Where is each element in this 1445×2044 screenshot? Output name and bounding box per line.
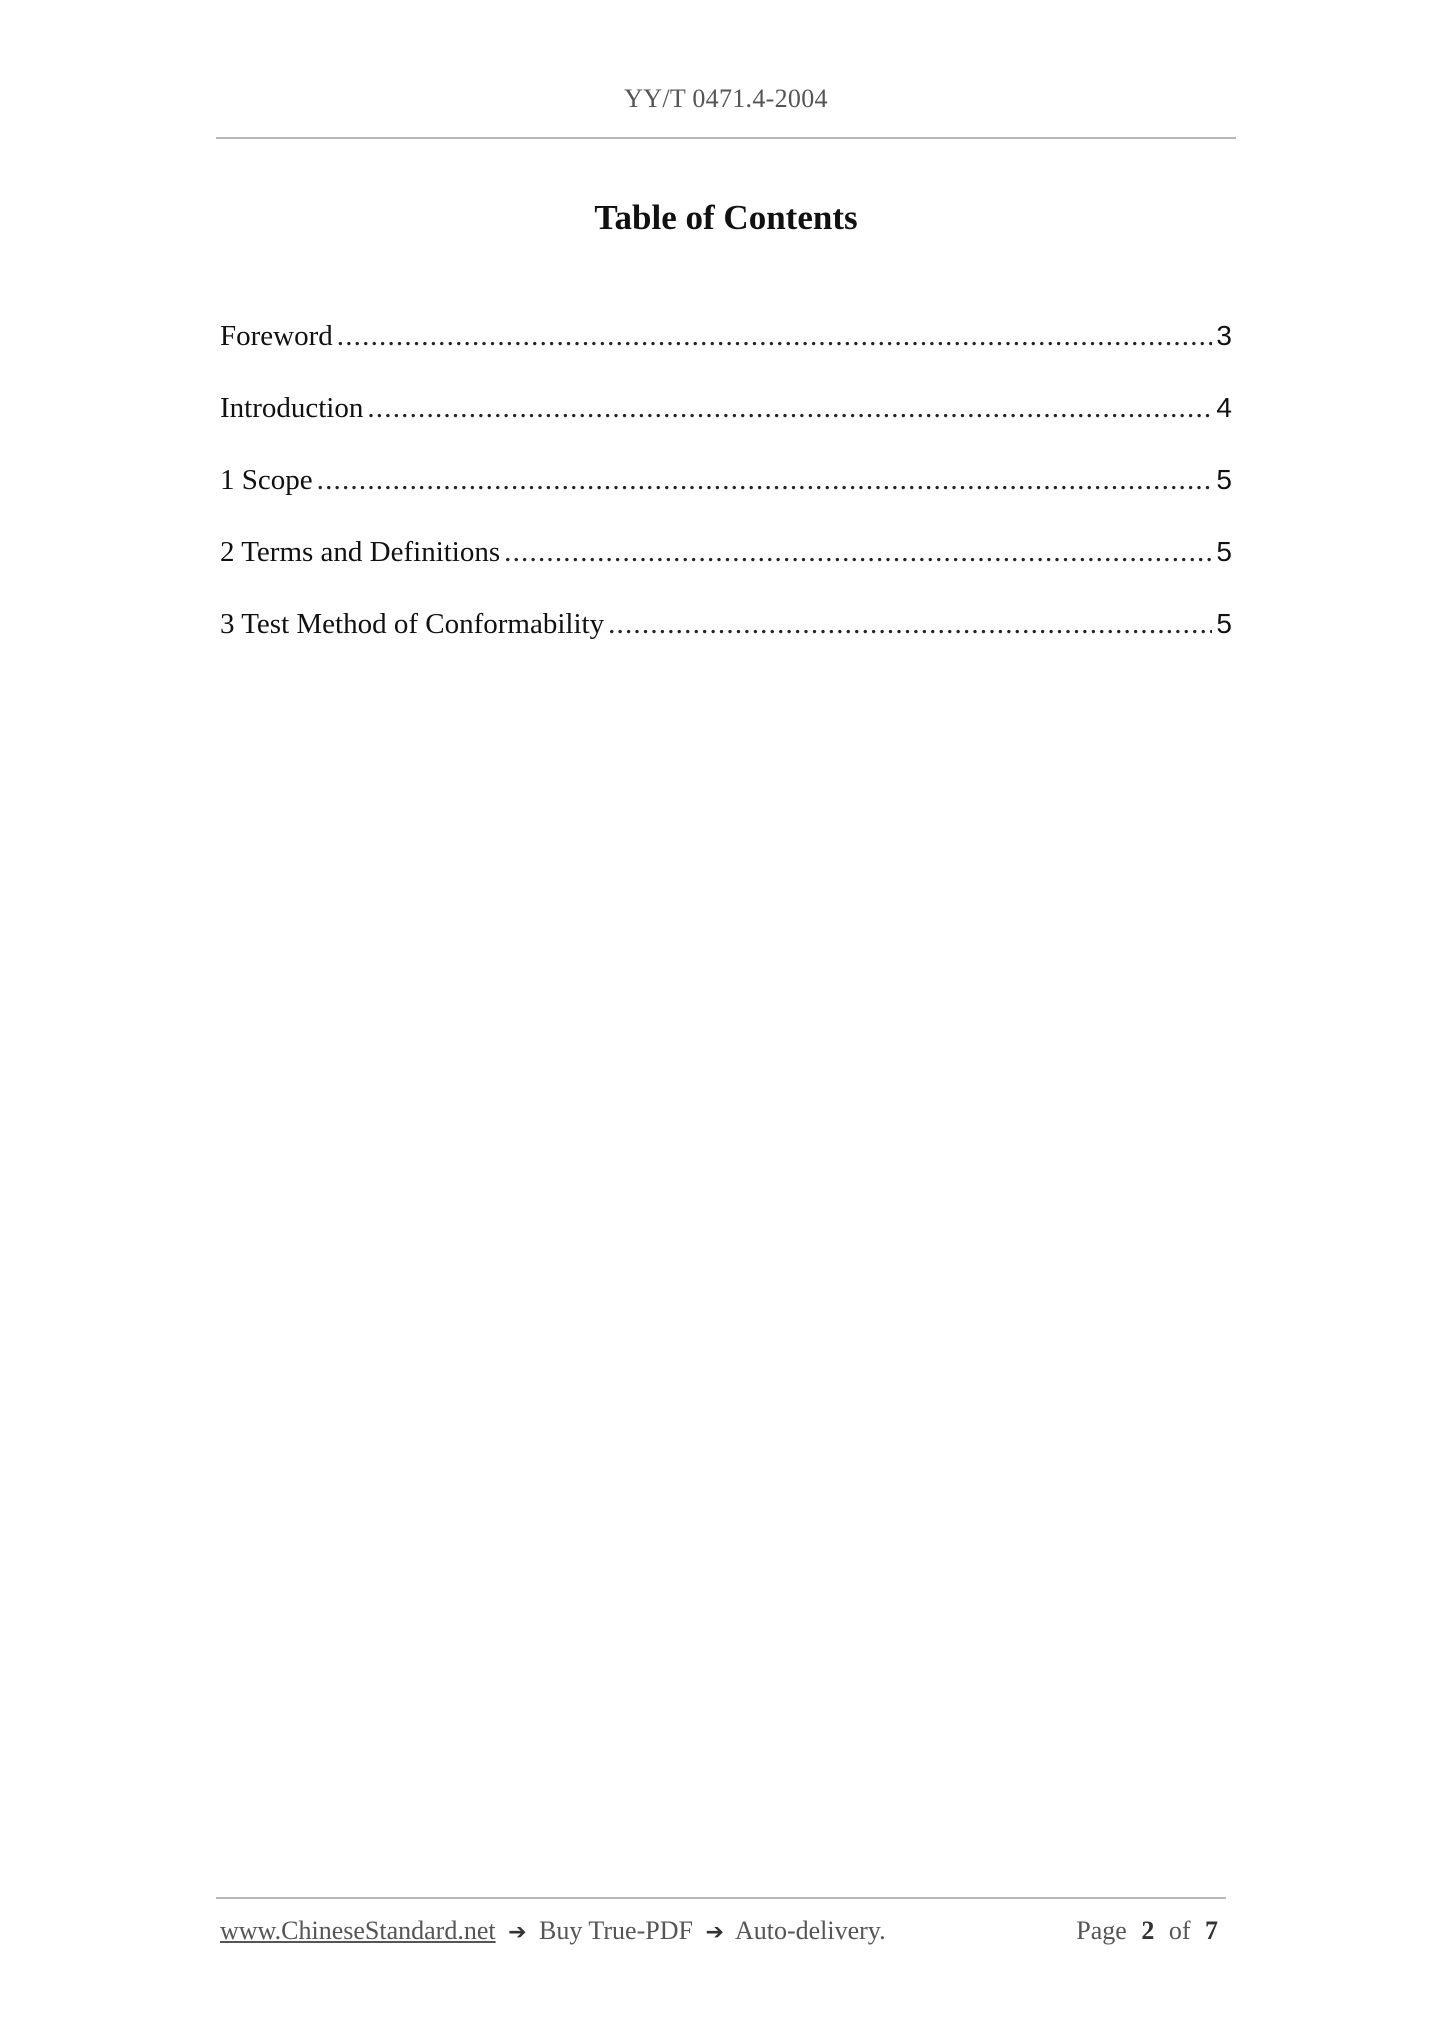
toc-dot-leader: [367, 392, 1212, 425]
toc-entry-label: 1 Scope: [220, 464, 313, 496]
toc-entry-label: Introduction: [220, 392, 364, 424]
toc-entry-page: 5: [1216, 608, 1232, 639]
toc-entry-page: 3: [1216, 320, 1232, 351]
auto-delivery-text: Auto-delivery.: [734, 1916, 886, 1945]
toc-entry-label: 3 Test Method of Conformability: [220, 608, 605, 640]
header-divider: [216, 137, 1236, 139]
of-word: of: [1168, 1916, 1191, 1945]
toc-entry-page: 5: [1216, 464, 1232, 495]
toc-list: [220, 320, 1232, 680]
page-word: Page: [1076, 1916, 1127, 1945]
page-title: Table of Contents: [594, 198, 858, 237]
footer-promo: [220, 1916, 886, 1946]
toc-entry-page: 4: [1216, 392, 1232, 423]
footer-divider: [216, 1897, 1226, 1899]
right-arrow-icon: ➔: [705, 1920, 724, 1945]
toc-entry-terms-and-definitions[interactable]: [220, 536, 1232, 608]
toc-entry-label: Foreword: [220, 320, 333, 352]
toc-dot-leader: [317, 464, 1213, 497]
toc-entry-scope[interactable]: [220, 464, 1232, 536]
page-footer: [220, 1916, 1226, 1946]
toc-dot-leader: [337, 320, 1213, 353]
toc-entry-label: 2 Terms and Definitions: [220, 536, 501, 568]
page-number: [1076, 1916, 1226, 1946]
toc-entry-introduction[interactable]: [220, 392, 1232, 464]
current-page-number: 2: [1141, 1916, 1155, 1945]
document-code-header: YY/T 0471.4-2004: [624, 84, 828, 113]
toc-entry-page: 5: [1216, 536, 1232, 567]
site-link[interactable]: www.ChineseStandard.net: [220, 1916, 496, 1945]
toc-entry-foreword[interactable]: [220, 320, 1232, 392]
total-page-count: 7: [1205, 1916, 1218, 1945]
right-arrow-icon: ➔: [508, 1920, 527, 1945]
toc-dot-leader: [504, 536, 1212, 569]
toc-entry-test-method[interactable]: [220, 608, 1232, 680]
toc-dot-leader: [608, 608, 1212, 641]
buy-true-pdf-text: Buy True-PDF: [539, 1916, 693, 1945]
